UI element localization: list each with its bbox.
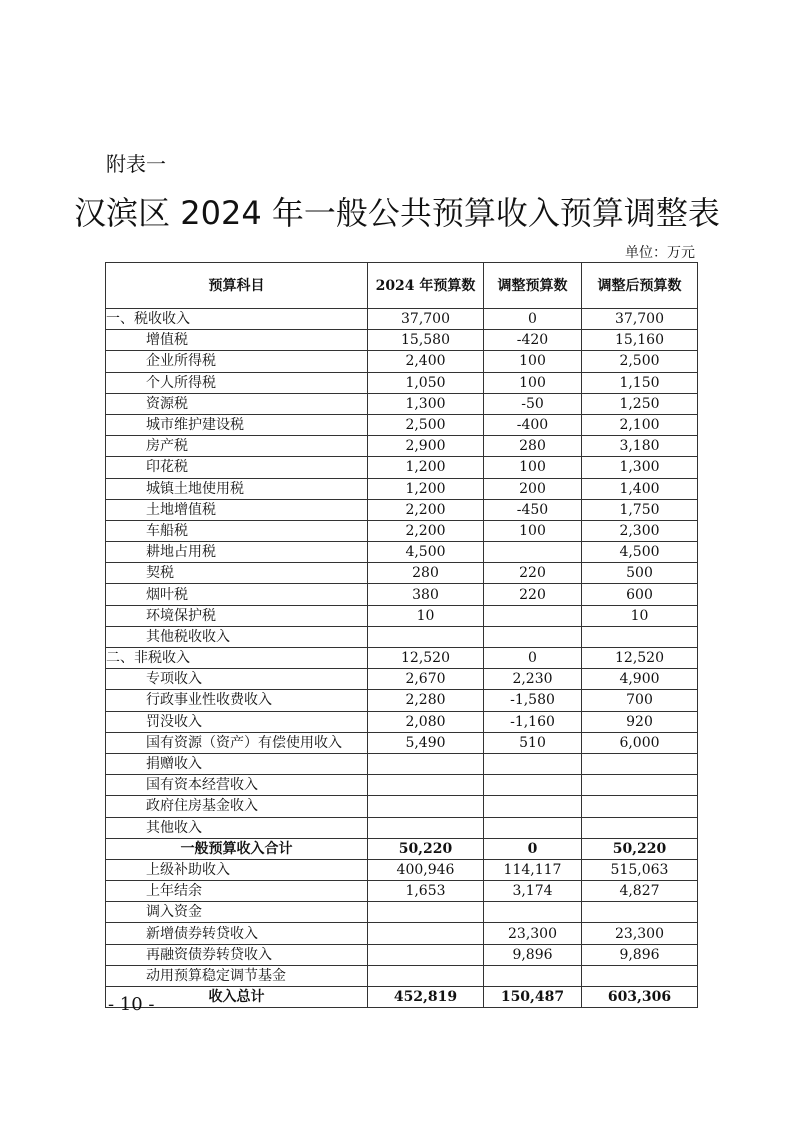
cell-subject: 城市维护建设税 bbox=[106, 414, 368, 435]
cell-subject: 烟叶税 bbox=[106, 584, 368, 605]
cell-adjusted: 920 bbox=[582, 711, 698, 732]
cell-adjust: 9,896 bbox=[484, 944, 582, 965]
cell-adjust: 200 bbox=[484, 478, 582, 499]
cell-budget: 4,500 bbox=[368, 542, 484, 563]
cell-adjust bbox=[484, 817, 582, 838]
table-row bbox=[106, 499, 698, 520]
table-row bbox=[106, 393, 698, 414]
cell-budget bbox=[368, 796, 484, 817]
cell-subject: 环境保护税 bbox=[106, 605, 368, 626]
table-row bbox=[106, 330, 698, 351]
cell-adjust: 3,174 bbox=[484, 881, 582, 902]
cell-adjusted: 9,896 bbox=[582, 944, 698, 965]
table-total-row bbox=[106, 987, 698, 1008]
cell-adjust bbox=[484, 542, 582, 563]
cell-adjusted: 603,306 bbox=[582, 987, 698, 1008]
cell-subject: 调入资金 bbox=[106, 902, 368, 923]
cell-adjusted bbox=[582, 965, 698, 986]
cell-subject: 土地增值税 bbox=[106, 499, 368, 520]
cell-adjusted: 700 bbox=[582, 690, 698, 711]
cell-budget bbox=[368, 775, 484, 796]
table-row bbox=[106, 923, 698, 944]
table-row bbox=[106, 648, 698, 669]
cell-adjust: 220 bbox=[484, 584, 582, 605]
cell-budget: 400,946 bbox=[368, 859, 484, 880]
cell-subject: 印花税 bbox=[106, 457, 368, 478]
cell-subject: 专项收入 bbox=[106, 669, 368, 690]
table-row bbox=[106, 669, 698, 690]
cell-budget bbox=[368, 753, 484, 774]
cell-adjust: -400 bbox=[484, 414, 582, 435]
cell-adjusted: 1,750 bbox=[582, 499, 698, 520]
cell-subject: 耕地占用税 bbox=[106, 542, 368, 563]
cell-subject: 罚没收入 bbox=[106, 711, 368, 732]
cell-budget bbox=[368, 626, 484, 647]
cell-budget: 37,700 bbox=[368, 309, 484, 330]
cell-adjust: 150,487 bbox=[484, 987, 582, 1008]
page-title: 汉滨区 2024 年一般公共预算收入预算调整表 bbox=[74, 194, 720, 232]
table-row bbox=[106, 753, 698, 774]
cell-adjust: 280 bbox=[484, 436, 582, 457]
cell-adjusted: 15,160 bbox=[582, 330, 698, 351]
cell-subject: 行政事业性收费收入 bbox=[106, 690, 368, 711]
cell-subject: 再融资债券转贷收入 bbox=[106, 944, 368, 965]
table-row bbox=[106, 457, 698, 478]
cell-adjusted: 1,150 bbox=[582, 372, 698, 393]
header-budget: 2024 年预算数 bbox=[368, 263, 484, 309]
cell-adjust: -420 bbox=[484, 330, 582, 351]
cell-subject: 车船税 bbox=[106, 520, 368, 541]
table-row bbox=[106, 436, 698, 457]
cell-adjusted: 4,500 bbox=[582, 542, 698, 563]
cell-budget bbox=[368, 817, 484, 838]
table-row bbox=[106, 605, 698, 626]
cell-budget: 5,490 bbox=[368, 732, 484, 753]
cell-adjust bbox=[484, 796, 582, 817]
cell-adjusted: 4,827 bbox=[582, 881, 698, 902]
cell-budget: 50,220 bbox=[368, 838, 484, 859]
table-row bbox=[106, 520, 698, 541]
cell-adjusted: 2,100 bbox=[582, 414, 698, 435]
cell-adjust: 100 bbox=[484, 457, 582, 478]
cell-subject: 新增债券转贷收入 bbox=[106, 923, 368, 944]
table-row bbox=[106, 902, 698, 923]
table-row bbox=[106, 711, 698, 732]
annex-label: 附表一 bbox=[106, 152, 166, 176]
cell-adjusted: 2,500 bbox=[582, 351, 698, 372]
cell-budget: 2,500 bbox=[368, 414, 484, 435]
cell-budget bbox=[368, 923, 484, 944]
table-row bbox=[106, 817, 698, 838]
cell-adjusted: 6,000 bbox=[582, 732, 698, 753]
table-row bbox=[106, 478, 698, 499]
cell-subject: 动用预算稳定调节基金 bbox=[106, 965, 368, 986]
cell-adjust: -1,580 bbox=[484, 690, 582, 711]
table-row bbox=[106, 584, 698, 605]
cell-adjusted: 1,250 bbox=[582, 393, 698, 414]
cell-budget: 12,520 bbox=[368, 648, 484, 669]
cell-budget: 15,580 bbox=[368, 330, 484, 351]
cell-adjust bbox=[484, 775, 582, 796]
cell-adjusted: 1,400 bbox=[582, 478, 698, 499]
cell-adjusted: 12,520 bbox=[582, 648, 698, 669]
cell-subject: 个人所得税 bbox=[106, 372, 368, 393]
cell-adjust: 0 bbox=[484, 648, 582, 669]
cell-adjust: -1,160 bbox=[484, 711, 582, 732]
cell-adjusted: 23,300 bbox=[582, 923, 698, 944]
cell-adjust: -450 bbox=[484, 499, 582, 520]
cell-adjusted bbox=[582, 817, 698, 838]
table-row bbox=[106, 542, 698, 563]
cell-adjusted bbox=[582, 775, 698, 796]
table-row bbox=[106, 372, 698, 393]
cell-adjust bbox=[484, 605, 582, 626]
cell-adjust bbox=[484, 626, 582, 647]
cell-budget bbox=[368, 965, 484, 986]
cell-adjust: 23,300 bbox=[484, 923, 582, 944]
table-row bbox=[106, 626, 698, 647]
cell-budget: 1,653 bbox=[368, 881, 484, 902]
cell-adjust: 100 bbox=[484, 520, 582, 541]
table-header-row bbox=[106, 263, 698, 309]
cell-subject: 捐赠收入 bbox=[106, 753, 368, 774]
cell-adjusted: 4,900 bbox=[582, 669, 698, 690]
cell-budget: 1,050 bbox=[368, 372, 484, 393]
table-row bbox=[106, 351, 698, 372]
cell-subject: 城镇土地使用税 bbox=[106, 478, 368, 499]
cell-subject: 二、非税收入 bbox=[106, 648, 368, 669]
cell-subject: 政府住房基金收入 bbox=[106, 796, 368, 817]
cell-subject: 上级补助收入 bbox=[106, 859, 368, 880]
cell-subject: 资源税 bbox=[106, 393, 368, 414]
cell-budget bbox=[368, 902, 484, 923]
cell-budget: 2,200 bbox=[368, 520, 484, 541]
cell-adjust: 0 bbox=[484, 309, 582, 330]
cell-adjust bbox=[484, 902, 582, 923]
cell-adjusted: 3,180 bbox=[582, 436, 698, 457]
cell-adjusted: 2,300 bbox=[582, 520, 698, 541]
table-row bbox=[106, 881, 698, 902]
table-total-row bbox=[106, 838, 698, 859]
cell-adjusted: 500 bbox=[582, 563, 698, 584]
cell-subject: 一、税收收入 bbox=[106, 309, 368, 330]
cell-adjust bbox=[484, 753, 582, 774]
page-number: - 10 - bbox=[108, 994, 155, 1015]
table-row bbox=[106, 775, 698, 796]
budget-table bbox=[105, 262, 698, 1008]
cell-adjust: 100 bbox=[484, 351, 582, 372]
cell-budget: 2,080 bbox=[368, 711, 484, 732]
cell-adjust: 114,117 bbox=[484, 859, 582, 880]
cell-budget: 10 bbox=[368, 605, 484, 626]
header-adjust: 调整预算数 bbox=[484, 263, 582, 309]
cell-subject: 契税 bbox=[106, 563, 368, 584]
cell-adjust: 2,230 bbox=[484, 669, 582, 690]
cell-adjust bbox=[484, 965, 582, 986]
table-row bbox=[106, 796, 698, 817]
cell-subject: 房产税 bbox=[106, 436, 368, 457]
cell-budget: 452,819 bbox=[368, 987, 484, 1008]
cell-budget: 2,670 bbox=[368, 669, 484, 690]
cell-adjusted: 600 bbox=[582, 584, 698, 605]
cell-budget: 1,300 bbox=[368, 393, 484, 414]
table-row bbox=[106, 965, 698, 986]
cell-budget: 2,400 bbox=[368, 351, 484, 372]
cell-subject: 增值税 bbox=[106, 330, 368, 351]
table-row bbox=[106, 732, 698, 753]
cell-budget: 1,200 bbox=[368, 457, 484, 478]
cell-adjusted bbox=[582, 753, 698, 774]
cell-subject: 收入总计 bbox=[106, 987, 368, 1008]
cell-adjust: 0 bbox=[484, 838, 582, 859]
cell-subject: 一般预算收入合计 bbox=[106, 838, 368, 859]
table-body bbox=[106, 309, 698, 1008]
cell-subject: 上年结余 bbox=[106, 881, 368, 902]
header-subject: 预算科目 bbox=[106, 263, 368, 309]
cell-adjust: -50 bbox=[484, 393, 582, 414]
cell-budget: 1,200 bbox=[368, 478, 484, 499]
table-row bbox=[106, 563, 698, 584]
cell-budget bbox=[368, 944, 484, 965]
cell-adjusted bbox=[582, 796, 698, 817]
cell-adjusted: 37,700 bbox=[582, 309, 698, 330]
cell-adjusted: 515,063 bbox=[582, 859, 698, 880]
unit-label: 单位：万元 bbox=[625, 245, 695, 261]
cell-adjust: 220 bbox=[484, 563, 582, 584]
cell-adjusted bbox=[582, 902, 698, 923]
cell-adjusted: 1,300 bbox=[582, 457, 698, 478]
cell-budget: 280 bbox=[368, 563, 484, 584]
cell-subject: 国有资本经营收入 bbox=[106, 775, 368, 796]
cell-subject: 其他收入 bbox=[106, 817, 368, 838]
cell-subject: 国有资源（资产）有偿使用收入 bbox=[106, 732, 368, 753]
table-row bbox=[106, 944, 698, 965]
cell-subject: 其他税收收入 bbox=[106, 626, 368, 647]
cell-budget: 2,280 bbox=[368, 690, 484, 711]
cell-adjusted bbox=[582, 626, 698, 647]
table-row bbox=[106, 859, 698, 880]
cell-budget: 380 bbox=[368, 584, 484, 605]
cell-budget: 2,900 bbox=[368, 436, 484, 457]
cell-budget: 2,200 bbox=[368, 499, 484, 520]
header-adjusted: 调整后预算数 bbox=[582, 263, 698, 309]
cell-adjust: 100 bbox=[484, 372, 582, 393]
cell-adjust: 510 bbox=[484, 732, 582, 753]
cell-adjusted: 50,220 bbox=[582, 838, 698, 859]
table-row bbox=[106, 690, 698, 711]
cell-subject: 企业所得税 bbox=[106, 351, 368, 372]
table-row bbox=[106, 309, 698, 330]
cell-adjusted: 10 bbox=[582, 605, 698, 626]
table-row bbox=[106, 414, 698, 435]
